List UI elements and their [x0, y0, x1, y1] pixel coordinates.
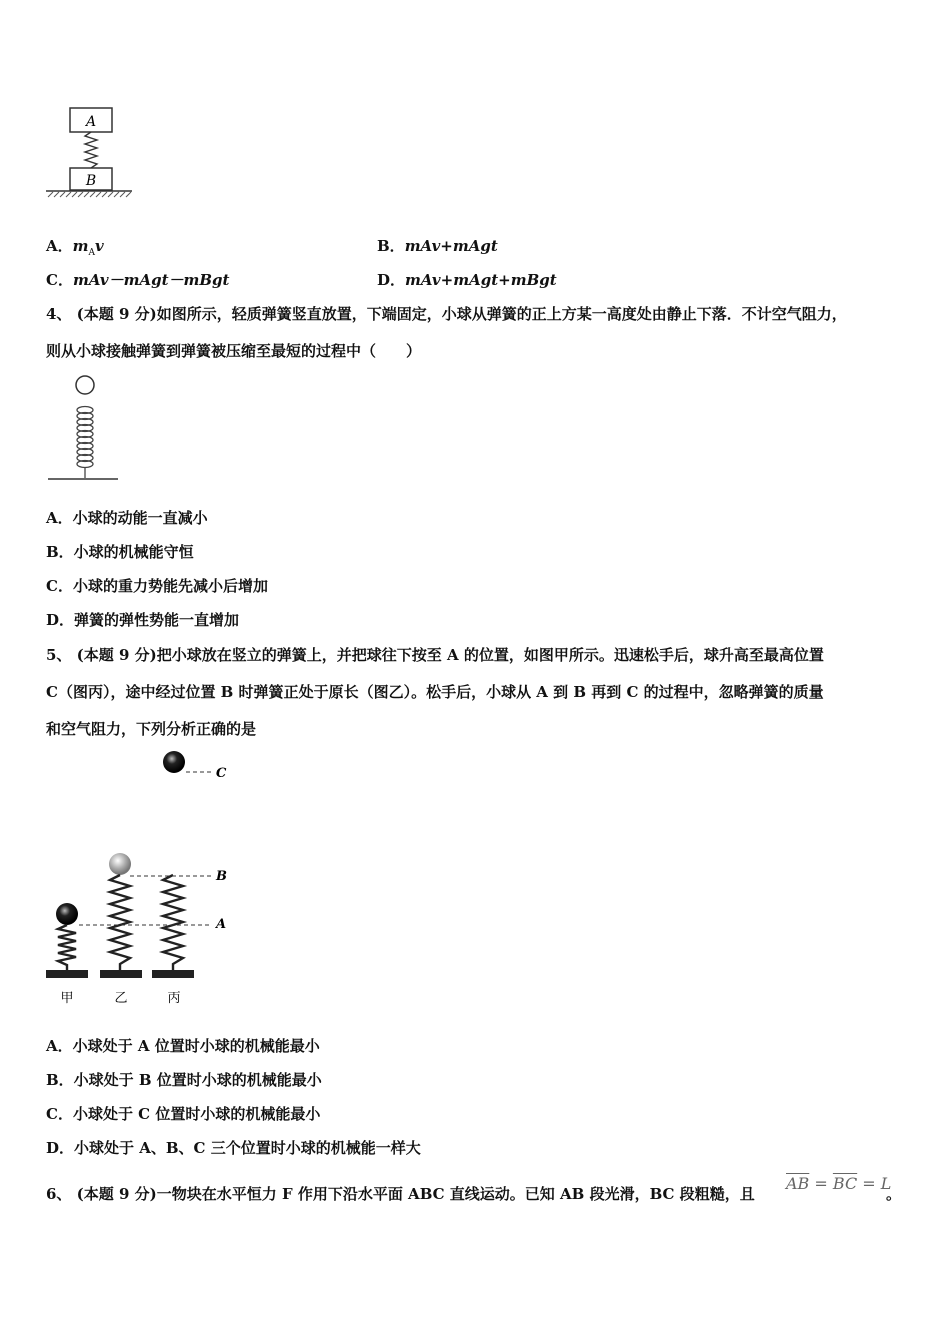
- spring-bing: [163, 875, 183, 970]
- q3-option-b-letter: B．: [377, 237, 405, 255]
- caption-yi: 乙: [114, 991, 128, 1006]
- spring: [85, 132, 97, 168]
- q5-stem-line1: 5、 (本题 9 分)把小球放在竖立的弹簧上，并把球往下按至 A 的位置，如图甲所示。迅速松手后，球升高至最高位置: [46, 646, 824, 664]
- q6-math-eq2: =: [857, 1174, 881, 1193]
- q5-stem-line2: C（图丙），途中经过位置 B 时弹簧正处于原长（图乙）。松手后，小球从 A 到 B 再到 C 的过程中，忽略弹簧的质量: [46, 683, 824, 701]
- q3-option-b: [377, 236, 498, 256]
- q6-math-eq1: =: [809, 1174, 833, 1193]
- q3-option-d-letter: D．: [377, 271, 406, 289]
- q3-option-a-sub: A: [88, 248, 96, 258]
- ball-b: [109, 853, 131, 875]
- q3-option-d: [377, 270, 557, 290]
- q3-option-c-letter: C．: [46, 271, 73, 289]
- q6-math: [786, 1174, 891, 1193]
- q6-math-bc: $\overline{BC}$: [832, 1174, 858, 1193]
- q4-option-d: D．弹簧的弹性势能一直增加: [46, 611, 240, 629]
- caption-jia: 甲: [60, 991, 74, 1006]
- q3-figure: [44, 104, 136, 204]
- q3-option-a-m: m: [72, 237, 89, 255]
- q3-option-c: [46, 270, 229, 290]
- label-b: B: [216, 869, 227, 884]
- q6-math-l: L: [880, 1174, 892, 1193]
- q5-stem-line3: 和空气阻力，下列分析正确的是: [46, 720, 257, 738]
- spring-jia: [58, 925, 76, 970]
- label-c: C: [216, 766, 227, 781]
- q6-end-mark: 。: [886, 1185, 902, 1203]
- base-bing: [152, 970, 194, 978]
- q4-option-b: B．小球的机械能守恒: [46, 543, 194, 561]
- q4-option-c: C．小球的重力势能先减小后增加: [46, 577, 268, 595]
- base-yi: [100, 970, 142, 978]
- spring-yi: [110, 875, 130, 970]
- block-b-label: B: [85, 173, 97, 189]
- q3-option-a-v: v: [95, 237, 104, 255]
- q4-figure: [46, 372, 120, 484]
- q3-option-c-text: mAv－mAgt－mBgt: [72, 271, 230, 289]
- q3-option-d-text: mAv+mAgt+mBgt: [405, 271, 557, 289]
- ground-hatch: [48, 192, 131, 197]
- ball-a: [56, 903, 78, 925]
- q5-option-d: D．小球处于 A、B、C 三个位置时小球的机械能一样大: [46, 1139, 421, 1157]
- q6-stem: 6、 (本题 9 分)一物块在水平恒力 F 作用下沿水平面 ABC 直线运动。已知 AB 段光滑，BC 段粗糙，且: [46, 1185, 755, 1203]
- q5-figure: [44, 746, 240, 1010]
- ball: [76, 376, 94, 394]
- q4-option-a: A．小球的动能一直减小: [46, 509, 208, 527]
- caption-bing: 丙: [167, 991, 181, 1006]
- q6-math-ab: $\overline{AB}$: [786, 1174, 810, 1193]
- q4-stem-line1: 4、 (本题 9 分)如图所示，轻质弹簧竖直放置，下端固定，小球从弹簧的正上方某一高度处由静止下落．不计空气阻力，: [46, 305, 847, 323]
- q5-option-b: B．小球处于 B 位置时小球的机械能最小: [46, 1071, 322, 1089]
- q3-option-a: [46, 236, 104, 263]
- q3-option-b-text: mAv+mAgt: [404, 237, 498, 255]
- q5-option-c: C．小球处于 C 位置时小球的机械能最小: [46, 1105, 321, 1123]
- coil-spring: [77, 407, 93, 479]
- label-a: A: [216, 917, 227, 932]
- block-a-label: A: [85, 114, 97, 130]
- q5-option-a: A．小球处于 A 位置时小球的机械能最小: [46, 1037, 320, 1055]
- q3-option-a-letter: A．: [46, 237, 73, 255]
- ball-c: [163, 751, 185, 773]
- base-jia: [46, 970, 88, 978]
- q4-stem-line2: 则从小球接触弹簧到弹簧被压缩至最短的过程中（ ）: [46, 342, 422, 360]
